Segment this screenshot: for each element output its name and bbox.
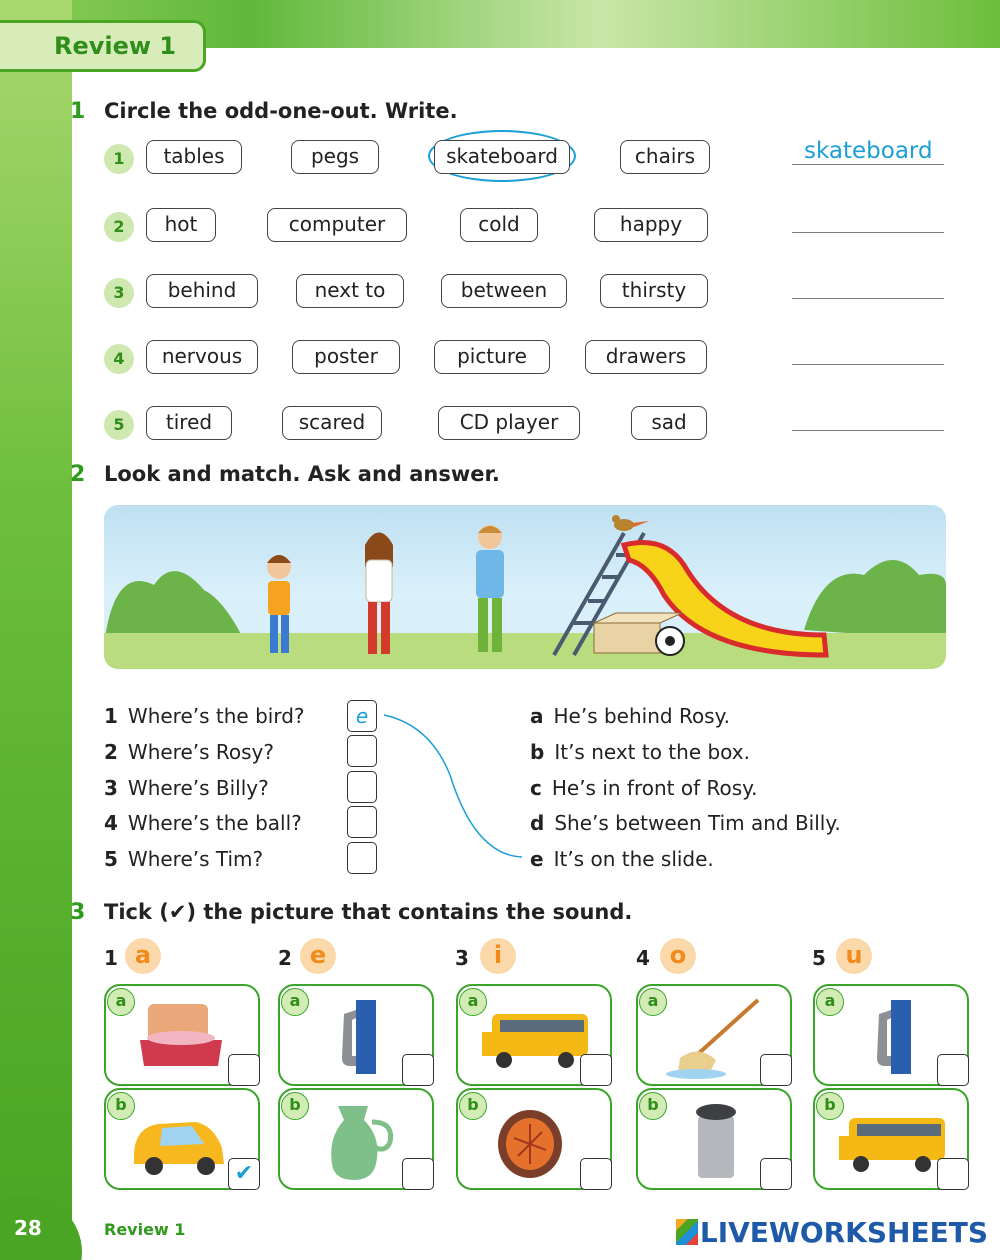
peg-hook-icon <box>835 994 945 1080</box>
word-option[interactable]: cold <box>460 208 538 242</box>
picture-card <box>104 1088 260 1190</box>
question-text: Where’s Tim? <box>127 847 264 871</box>
exercise1-row-3 <box>104 274 944 314</box>
question-number: 2 <box>104 740 118 764</box>
tick-box[interactable] <box>760 1158 792 1190</box>
exercise3-title: Tick (✔) the picture that contains the sound. <box>104 900 633 924</box>
answer-input[interactable]: skateboard <box>804 138 933 164</box>
picture-card <box>278 984 434 1086</box>
answer-letter: b <box>530 740 545 764</box>
word-option[interactable]: picture <box>434 340 550 374</box>
brand-logo <box>676 1216 988 1249</box>
match-line <box>380 705 530 865</box>
answer-text: He’s behind Rosy. <box>553 704 730 728</box>
word-option[interactable]: tables <box>146 140 242 174</box>
exercise1-row-5 <box>104 406 944 446</box>
question-text: Where’s Billy? <box>127 776 269 800</box>
tick-box[interactable] <box>228 1054 260 1086</box>
word-option[interactable]: poster <box>292 340 400 374</box>
picture-card <box>104 984 260 1086</box>
peg-hook-icon <box>300 994 410 1080</box>
playground-illustration <box>104 505 946 669</box>
question-text: Where’s the bird? <box>127 704 305 728</box>
picture-card <box>278 1088 434 1190</box>
page-number: 28 <box>0 1196 82 1260</box>
brand-text: LIVEWORKSHEETS <box>699 1216 988 1249</box>
question-5 <box>104 847 263 871</box>
school-bus-icon <box>478 994 588 1080</box>
question-3 <box>104 776 269 800</box>
match-answer-box[interactable] <box>347 735 377 767</box>
exercise1-row-2 <box>104 208 944 248</box>
group-number: 2 <box>278 946 292 970</box>
tick-box[interactable] <box>937 1158 969 1190</box>
tick-box[interactable] <box>580 1158 612 1190</box>
school-bus-icon <box>835 1098 945 1184</box>
row-number: 4 <box>104 344 134 374</box>
review-tab: Review 1 <box>0 20 206 72</box>
answer-line <box>792 430 944 431</box>
jug-icon <box>300 1098 410 1184</box>
question-number: 1 <box>104 704 118 728</box>
exercise2-number: 2 <box>70 462 86 487</box>
match-answer-box[interactable] <box>347 842 377 874</box>
match-answer-box[interactable]: e <box>347 700 377 732</box>
answer-letter: a <box>530 704 544 728</box>
card-letter: a <box>107 988 135 1016</box>
bird <box>612 515 649 531</box>
word-option[interactable]: CD player <box>438 406 580 440</box>
picture-card <box>456 984 612 1086</box>
boy-tim <box>476 525 504 652</box>
answer-letter: c <box>530 776 542 800</box>
picture-card <box>813 1088 969 1190</box>
word-option[interactable]: scared <box>282 406 382 440</box>
question-number: 4 <box>104 811 118 835</box>
answer-d <box>530 811 841 835</box>
answer-b <box>530 740 750 764</box>
left-decoration-band <box>0 0 72 1260</box>
word-option[interactable]: tired <box>146 406 232 440</box>
card-letter: a <box>281 988 309 1016</box>
word-option[interactable]: pegs <box>291 140 379 174</box>
answer-text: She’s between Tim and Billy. <box>554 811 841 835</box>
answer-line <box>792 232 944 233</box>
card-letter: b <box>459 1092 487 1120</box>
playground-scene <box>104 505 946 669</box>
sound-badge: o <box>660 938 696 974</box>
card-letter: b <box>281 1092 309 1120</box>
answer-line <box>792 164 944 165</box>
answer-letter: e <box>530 847 544 871</box>
picture-card <box>636 984 792 1086</box>
picture-card <box>456 1088 612 1190</box>
answer-c <box>530 776 758 800</box>
car-icon <box>126 1098 236 1184</box>
match-answer-box[interactable] <box>347 771 377 803</box>
row-number: 3 <box>104 278 134 308</box>
word-option[interactable]: hot <box>146 208 216 242</box>
exercise1-row-4 <box>104 340 944 380</box>
mop-icon <box>658 994 768 1080</box>
exercise1-number: 1 <box>70 99 86 124</box>
question-2 <box>104 740 274 764</box>
bush-right <box>804 560 946 640</box>
tick-box[interactable]: ✔ <box>228 1158 260 1190</box>
question-number: 5 <box>104 847 118 871</box>
question-text: Where’s Rosy? <box>127 740 275 764</box>
word-option[interactable]: happy <box>594 208 708 242</box>
tick-box[interactable] <box>402 1158 434 1190</box>
sound-badge: e <box>300 938 336 974</box>
group-number: 1 <box>104 946 118 970</box>
question-1 <box>104 704 305 728</box>
exercise2-title: Look and match. Ask and answer. <box>104 462 500 486</box>
row-number: 1 <box>104 144 134 174</box>
match-answer-box[interactable] <box>347 806 377 838</box>
exercise1-row-1 <box>104 140 944 180</box>
card-letter: b <box>816 1092 844 1120</box>
picture-card <box>636 1088 792 1190</box>
answer-a <box>530 704 730 728</box>
word-option[interactable]: chairs <box>620 140 710 174</box>
picture-card <box>813 984 969 1086</box>
group-number: 5 <box>812 946 826 970</box>
word-option[interactable]: sad <box>631 406 707 440</box>
group-number: 4 <box>636 946 650 970</box>
exercise1-title: Circle the odd-one-out. Write. <box>104 99 458 123</box>
sound-badge: a <box>125 938 161 974</box>
answer-text: It’s next to the box. <box>554 740 750 764</box>
sound-badge: u <box>836 938 872 974</box>
bed-icon <box>126 994 236 1080</box>
answer-letter: d <box>530 811 545 835</box>
question-4 <box>104 811 302 835</box>
group-number: 3 <box>455 946 469 970</box>
row-number: 2 <box>104 212 134 242</box>
tick-box[interactable] <box>580 1054 612 1086</box>
card-letter: b <box>107 1092 135 1120</box>
answer-line <box>792 364 944 365</box>
word-option[interactable]: skateboard <box>434 140 570 174</box>
question-text: Where’s the ball? <box>127 811 302 835</box>
answer-e <box>530 847 714 871</box>
liveworksheets-logo-icon <box>676 1219 698 1245</box>
card-letter: a <box>816 988 844 1016</box>
card-letter: a <box>459 988 487 1016</box>
word-option[interactable]: next to <box>296 274 404 308</box>
answer-text: He’s in front of Rosy. <box>551 776 758 800</box>
card-letter: a <box>639 988 667 1016</box>
answer-line <box>792 298 944 299</box>
card-letter: b <box>639 1092 667 1120</box>
word-option[interactable]: nervous <box>146 340 258 374</box>
word-option[interactable]: computer <box>267 208 407 242</box>
exercise3-number: 3 <box>70 900 86 925</box>
answer-text: It’s on the slide. <box>553 847 714 871</box>
sound-badge: i <box>480 938 516 974</box>
question-number: 3 <box>104 776 118 800</box>
bin-icon <box>658 1098 768 1184</box>
word-option[interactable]: thirsty <box>600 274 708 308</box>
row-number: 5 <box>104 410 134 440</box>
fig-icon <box>478 1098 588 1184</box>
word-option[interactable]: drawers <box>585 340 707 374</box>
tick-box[interactable] <box>760 1054 792 1086</box>
tick-box[interactable] <box>402 1054 434 1086</box>
word-option[interactable]: behind <box>146 274 258 308</box>
word-option[interactable]: between <box>441 274 567 308</box>
footer-review-label: Review 1 <box>104 1220 186 1239</box>
tick-box[interactable] <box>937 1054 969 1086</box>
